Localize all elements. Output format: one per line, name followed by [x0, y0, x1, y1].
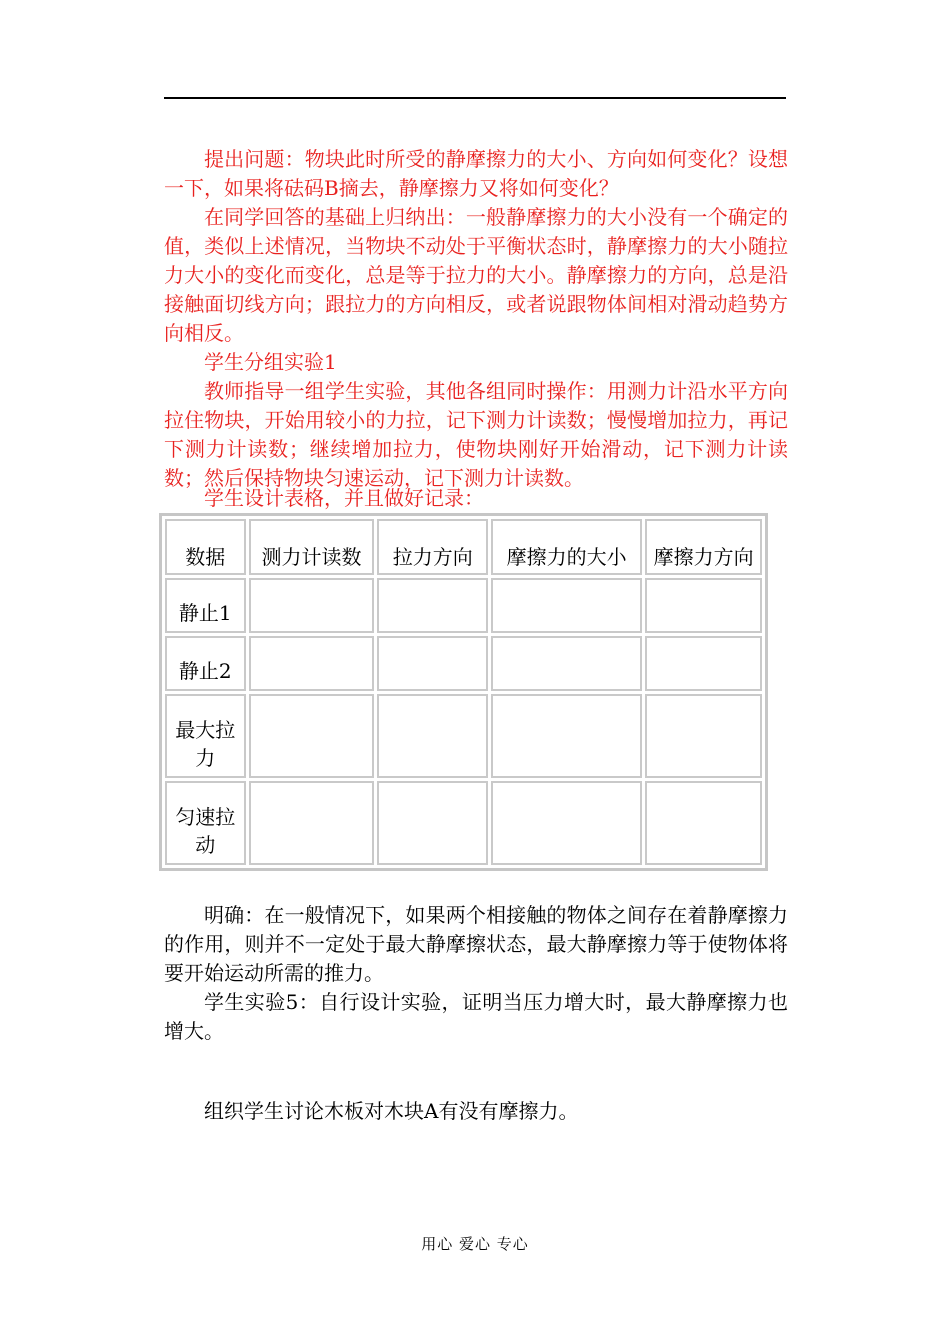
paragraph-question: 提出问题：物块此时所受的静摩擦力的大小、方向如何变化？设想一下，如果将砝码B摘去，静摩擦力又将如何变化？ — [164, 147, 788, 200]
table-cell — [645, 636, 762, 691]
table-header-cell: 摩擦力的大小 — [491, 519, 642, 575]
table-cell — [377, 694, 488, 778]
table-cell — [491, 578, 642, 633]
table-row — [165, 636, 762, 691]
table-cell — [377, 636, 488, 691]
table-header-cell: 拉力方向 — [377, 519, 488, 575]
table-cell — [249, 578, 375, 633]
table-header-row — [165, 519, 762, 575]
paragraph-group-experiment-title: 学生分组实验1 — [204, 350, 337, 374]
paragraph-discussion: 组织学生讨论木板对木块A有没有摩擦力。 — [204, 1099, 579, 1123]
table-cell — [491, 636, 642, 691]
table-cell — [377, 781, 488, 865]
table-row — [165, 694, 762, 778]
table-cell — [491, 694, 642, 778]
table-row — [165, 781, 762, 865]
row-label: 匀速拉动 — [165, 781, 246, 865]
table-cell — [249, 694, 375, 778]
table-cell — [645, 578, 762, 633]
record-table — [159, 513, 768, 871]
page-footer: 用心 爱心 专心 — [421, 1235, 529, 1253]
paragraph-experiment-5: 学生实验5：自行设计实验，证明当压力增大时，最大静摩擦力也增大。 — [164, 990, 788, 1043]
table-cell — [377, 578, 488, 633]
row-label: 静止1 — [165, 578, 246, 633]
table-header-cell: 数据 — [165, 519, 246, 575]
table-cell — [491, 781, 642, 865]
table-header-cell: 摩擦力方向 — [645, 519, 762, 575]
paragraph-summary: 在同学回答的基础上归纳出：一般静摩擦力的大小没有一个确定的值，类似上述情况，当物块不动处于平衡状态时，静摩擦力的大小随拉力大小的变化而变化，总是等于拉力的大小。静摩擦力的方向，总是沿接触面切线方向；跟拉力的方向相反，或者说跟物体间相对滑动趋势方向相反。 — [164, 205, 788, 345]
table-cell — [249, 781, 375, 865]
header-rule — [164, 97, 786, 99]
table-row — [165, 578, 762, 633]
table-cell — [645, 694, 762, 778]
table-cell — [645, 781, 762, 865]
paragraph-teacher-guidance: 教师指导一组学生实验，其他各组同时操作：用测力计沿水平方向拉住物块，开始用较小的力拉，记下测力计读数；慢慢增加拉力，再记下测力计读数；继续增加拉力，使物块刚好开始滑动，记下测力计读数；然后保持物块匀速运动，记下测力计读数。 — [164, 379, 788, 490]
row-label: 最大拉力 — [165, 694, 246, 778]
table-cell — [249, 636, 375, 691]
paragraph-design-table: 学生设计表格，并且做好记录： — [204, 486, 484, 510]
row-label: 静止2 — [165, 636, 246, 691]
paragraph-conclusion: 明确：在一般情况下，如果两个相接触的物体之间存在着静摩擦力的作用，则并不一定处于最大静摩擦状态，最大静摩擦力等于使物体将要开始运动所需的推力。 — [164, 903, 788, 985]
table-header-cell: 测力计读数 — [249, 519, 375, 575]
